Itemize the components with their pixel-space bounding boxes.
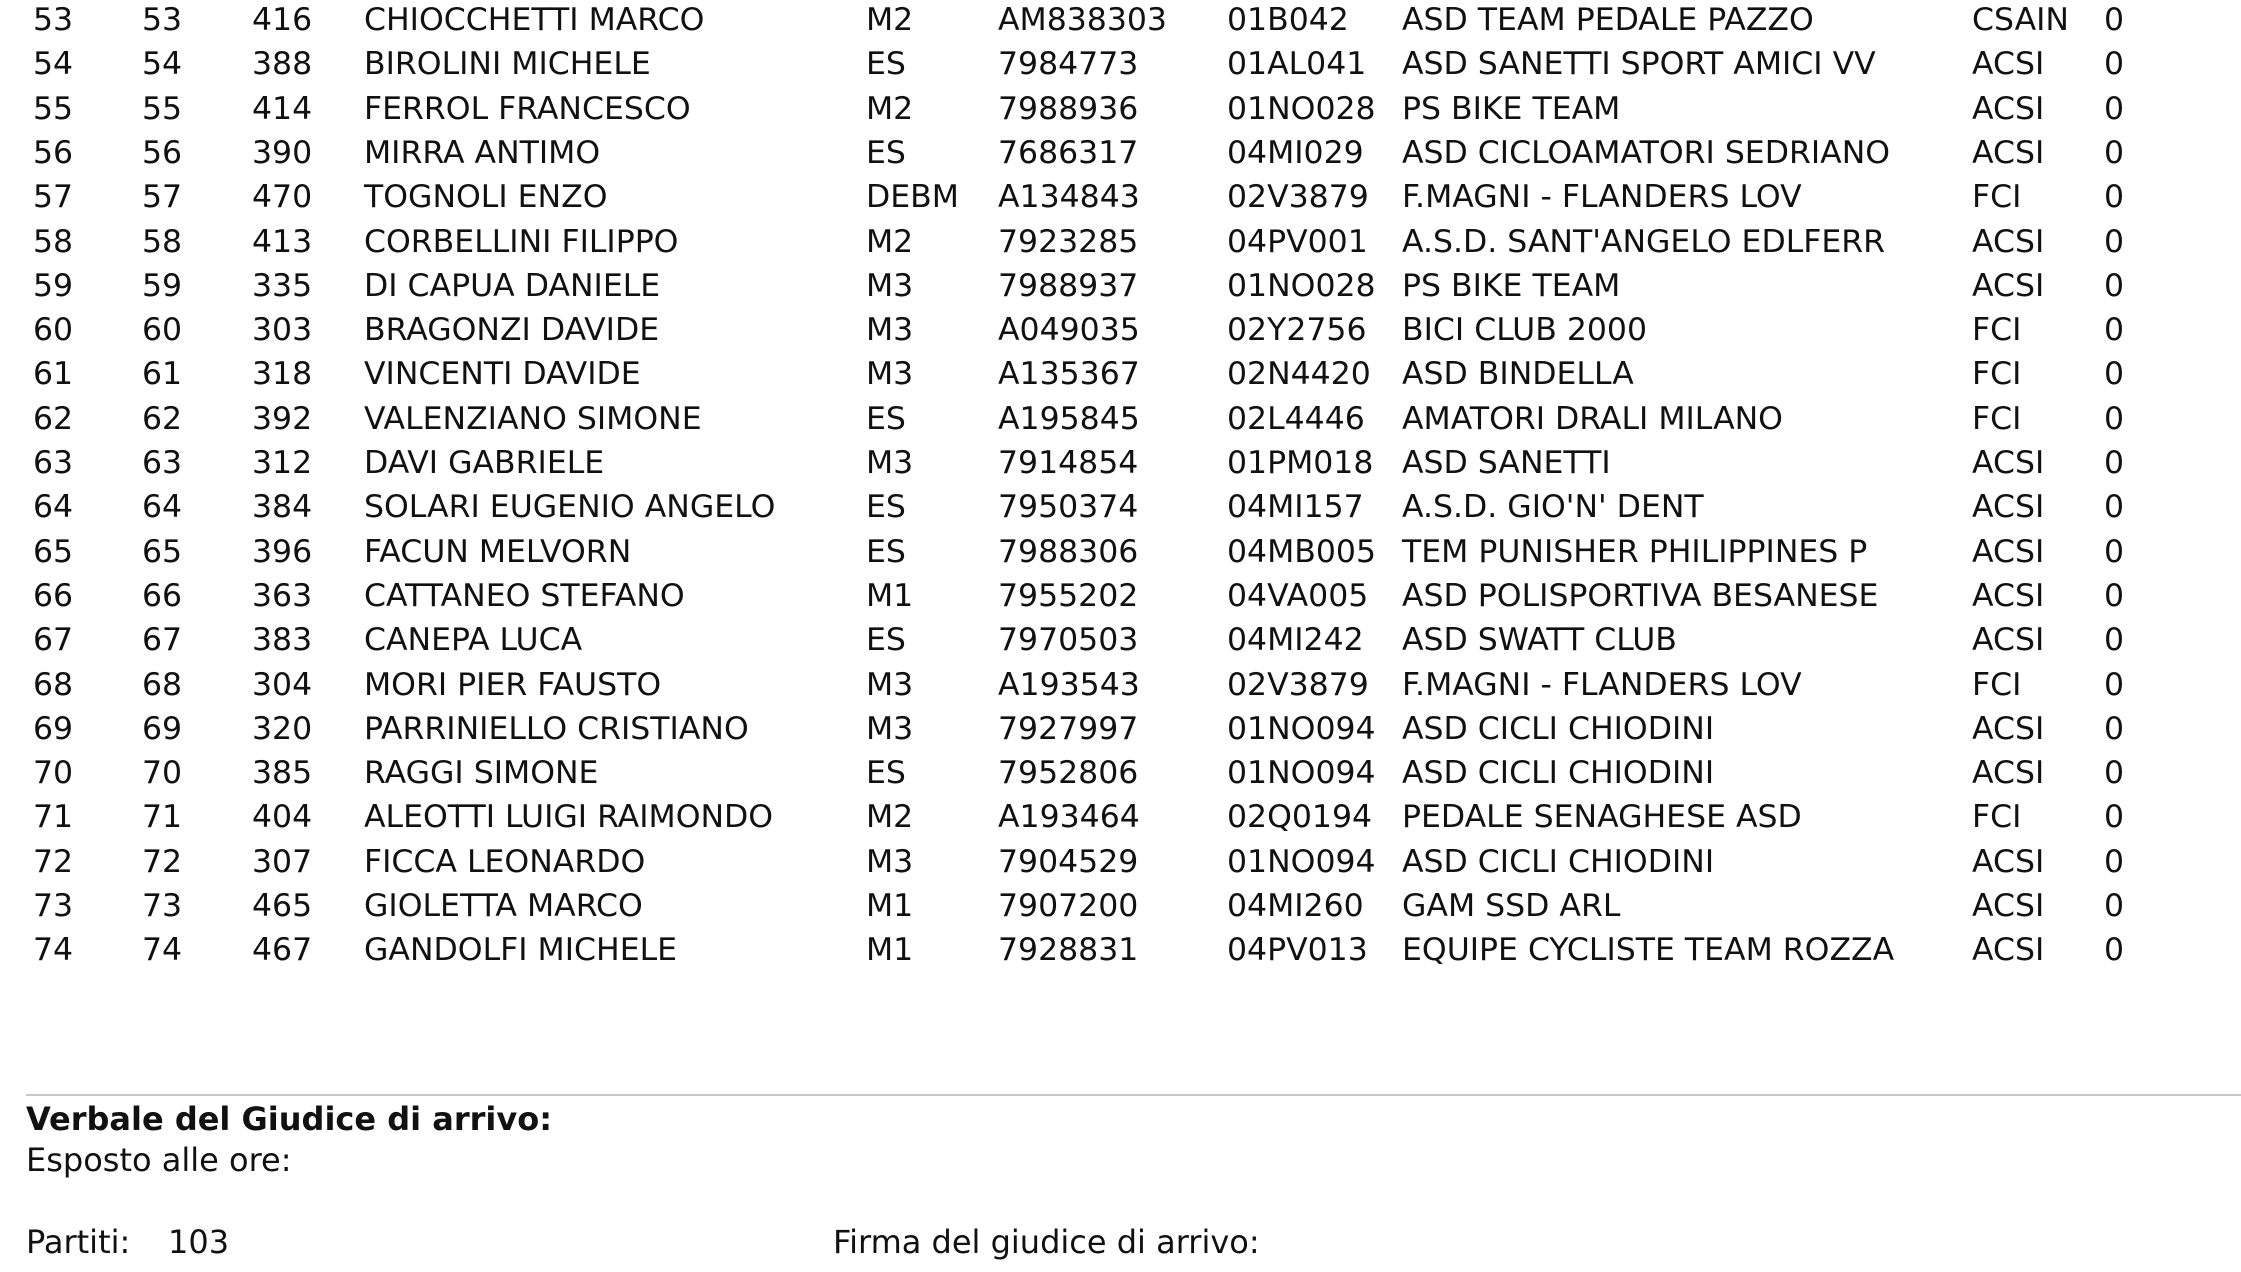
organization-cell: ACSI [1972,90,2045,127]
points-cell: 0 [2104,356,2125,393]
category-cell: ES [866,489,906,526]
points-cell: 0 [2104,400,2125,437]
team-name-cell: ASD SANETTI SPORT AMICI VV [1402,46,1876,83]
category-position-cell: 58 [142,223,183,260]
rider-name-cell: MIRRA ANTIMO [364,134,601,171]
position-cell: 72 [33,843,74,880]
team-name-cell: PS BIKE TEAM [1402,267,1621,304]
category-position-cell: 69 [142,710,183,747]
organization-cell: FCI [1972,179,2022,216]
society-code-cell: 01NO028 [1227,90,1376,127]
rider-name-cell: DAVI GABRIELE [364,445,605,481]
table-row [0,441,2241,485]
category-cell: M2 [866,90,914,127]
points-cell: 0 [2104,932,2125,969]
organization-cell: ACSI [1972,46,2045,83]
team-name-cell: PS BIKE TEAM [1402,90,1621,127]
position-cell: 74 [33,932,74,969]
category-cell: ES [866,400,906,437]
category-position-cell: 59 [142,267,183,304]
society-code-cell: 04VA005 [1227,577,1369,614]
category-position-cell: 61 [142,356,183,393]
license-cell: 7923285 [998,223,1139,260]
category-cell: M2 [866,799,914,836]
team-name-cell: ASD CICLI CHIODINI [1402,710,1715,747]
team-name-cell: BICI CLUB 2000 [1402,312,1648,349]
society-code-cell: 04PV001 [1227,223,1368,260]
team-name-cell: F.MAGNI - FLANDERS LOV [1402,666,1802,703]
bib-number-cell: 413 [252,223,313,260]
category-cell: M3 [866,445,914,481]
team-name-cell: EQUIPE CYCLISTE TEAM ROZZA [1402,932,1895,969]
category-position-cell: 54 [142,46,183,83]
position-cell: 56 [33,134,74,171]
team-name-cell: ASD POLISPORTIVA BESANESE [1402,577,1879,614]
rider-name-cell: PARRINIELLO CRISTIANO [364,710,749,747]
category-cell: ES [866,134,906,171]
category-position-cell: 63 [142,445,183,481]
rider-name-cell: GIOLETTA MARCO [364,888,643,924]
rider-name-cell: CATTANEO STEFANO [364,577,685,614]
position-cell: 70 [33,755,74,792]
position-cell: 64 [33,489,74,526]
table-row [0,308,2241,352]
category-position-cell: 57 [142,179,183,216]
organization-cell: ACSI [1972,710,2045,747]
category-cell: M1 [866,932,914,969]
society-code-cell: 04MI157 [1227,489,1364,526]
team-name-cell: ASD CICLI CHIODINI [1402,843,1715,880]
category-cell: M1 [866,888,914,924]
bib-number-cell: 390 [252,134,313,171]
rider-name-cell: FACUN MELVORN [364,533,632,570]
position-cell: 73 [33,888,74,924]
organization-cell: FCI [1972,799,2022,836]
rider-name-cell: ALEOTTI LUIGI RAIMONDO [364,799,774,836]
bib-number-cell: 303 [252,312,313,349]
license-cell: 7914854 [998,445,1139,481]
bib-number-cell: 304 [252,666,313,703]
bib-number-cell: 384 [252,489,313,526]
category-cell: ES [866,622,906,659]
rider-name-cell: SOLARI EUGENIO ANGELO [364,489,776,526]
organization-cell: ACSI [1972,622,2045,659]
team-name-cell: ASD CICLOAMATORI SEDRIANO [1402,134,1891,171]
team-name-cell: TEM PUNISHER PHILIPPINES P [1402,533,1868,570]
license-cell: A193543 [998,666,1140,703]
points-cell: 0 [2104,799,2125,836]
partiti-label: Partiti: [26,1223,131,1261]
position-cell: 58 [33,223,74,260]
rider-name-cell: DI CAPUA DANIELE [364,267,661,304]
category-cell: M3 [866,843,914,880]
table-row [0,0,2241,42]
category-position-cell: 66 [142,577,183,614]
rider-name-cell: CORBELLINI FILIPPO [364,223,679,260]
bib-number-cell: 335 [252,267,313,304]
license-cell: 7904529 [998,843,1139,880]
organization-cell: ACSI [1972,577,2045,614]
bib-number-cell: 363 [252,577,313,614]
society-code-cell: 02Y2756 [1227,312,1367,349]
license-cell: AM838303 [998,2,1167,38]
organization-cell: FCI [1972,666,2022,703]
table-row [0,840,2241,884]
points-cell: 0 [2104,2,2125,38]
partiti-value: 103 [168,1223,230,1261]
society-code-cell: 02Q0194 [1227,799,1373,836]
organization-cell: FCI [1972,356,2022,393]
society-code-cell: 02N4420 [1227,356,1371,393]
license-cell: 7952806 [998,755,1139,792]
table-row [0,663,2241,707]
rider-name-cell: BIROLINI MICHELE [364,46,651,83]
position-cell: 69 [33,710,74,747]
position-cell: 71 [33,799,74,836]
bib-number-cell: 467 [252,932,313,969]
category-cell: M3 [866,312,914,349]
table-row [0,795,2241,839]
table-row [0,618,2241,662]
category-position-cell: 56 [142,134,183,171]
bib-number-cell: 470 [252,179,313,216]
position-cell: 53 [33,2,74,38]
points-cell: 0 [2104,312,2125,349]
society-code-cell: 04MI029 [1227,134,1364,171]
organization-cell: ACSI [1972,755,2045,792]
team-name-cell: A.S.D. SANT'ANGELO EDLFERR [1402,223,1886,260]
license-cell: 7907200 [998,888,1139,924]
points-cell: 0 [2104,445,2125,481]
table-row [0,884,2241,928]
bib-number-cell: 414 [252,90,313,127]
organization-cell: ACSI [1972,267,2045,304]
verbale-title: Verbale del Giudice di arrivo: [26,1100,553,1138]
bib-number-cell: 465 [252,888,313,924]
points-cell: 0 [2104,755,2125,792]
category-cell: DEBM [866,179,959,216]
table-row [0,751,2241,795]
points-cell: 0 [2104,666,2125,703]
bib-number-cell: 396 [252,533,313,570]
society-code-cell: 02L4446 [1227,400,1365,437]
team-name-cell: AMATORI DRALI MILANO [1402,400,1783,437]
points-cell: 0 [2104,710,2125,747]
license-cell: 7988306 [998,533,1139,570]
rider-name-cell: GANDOLFI MICHELE [364,932,678,969]
bib-number-cell: 388 [252,46,313,83]
bib-number-cell: 320 [252,710,313,747]
organization-cell: ACSI [1972,134,2045,171]
organization-cell: ACSI [1972,223,2045,260]
position-cell: 68 [33,666,74,703]
team-name-cell: F.MAGNI - FLANDERS LOV [1402,179,1802,216]
category-position-cell: 70 [142,755,183,792]
license-cell: A049035 [998,312,1140,349]
position-cell: 54 [33,46,74,83]
points-cell: 0 [2104,489,2125,526]
category-cell: ES [866,755,906,792]
organization-cell: FCI [1972,312,2022,349]
table-row [0,928,2241,972]
position-cell: 59 [33,267,74,304]
category-position-cell: 67 [142,622,183,659]
category-cell: ES [866,46,906,83]
firma-label: Firma del giudice di arrivo: [833,1223,1260,1261]
license-cell: 7988937 [998,267,1139,304]
organization-cell: ACSI [1972,843,2045,880]
category-position-cell: 74 [142,932,183,969]
points-cell: 0 [2104,46,2125,83]
category-cell: M3 [866,710,914,747]
table-row [0,264,2241,308]
points-cell: 0 [2104,843,2125,880]
position-cell: 60 [33,312,74,349]
points-cell: 0 [2104,577,2125,614]
position-cell: 62 [33,400,74,437]
bib-number-cell: 404 [252,799,313,836]
position-cell: 63 [33,445,74,481]
bib-number-cell: 318 [252,356,313,393]
points-cell: 0 [2104,888,2125,924]
team-name-cell: ASD TEAM PEDALE PAZZO [1402,2,1814,38]
category-cell: M2 [866,223,914,260]
license-cell: A193464 [998,799,1140,836]
rider-name-cell: FERROL FRANCESCO [364,90,691,127]
organization-cell: ACSI [1972,445,2045,481]
society-code-cell: 04PV013 [1227,932,1368,969]
license-cell: 7927997 [998,710,1139,747]
esposto-label: Esposto alle ore: [26,1141,292,1179]
organization-cell: ACSI [1972,888,2045,924]
category-cell: M1 [866,577,914,614]
license-cell: A135367 [998,356,1140,393]
society-code-cell: 01NO028 [1227,267,1376,304]
rider-name-cell: CANEPA LUCA [364,622,583,659]
team-name-cell: ASD BINDELLA [1402,356,1634,393]
society-code-cell: 04MI260 [1227,888,1364,924]
society-code-cell: 01NO094 [1227,755,1376,792]
license-cell: 7970503 [998,622,1139,659]
points-cell: 0 [2104,134,2125,171]
table-row [0,707,2241,751]
table-row [0,131,2241,175]
position-cell: 65 [33,533,74,570]
society-code-cell: 01PM018 [1227,445,1374,481]
section-divider [26,1094,2241,1096]
team-name-cell: GAM SSD ARL [1402,888,1621,924]
license-cell: 7928831 [998,932,1139,969]
rider-name-cell: BRAGONZI DAVIDE [364,312,660,349]
organization-cell: ACSI [1972,932,2045,969]
rider-name-cell: TOGNOLI ENZO [364,179,608,216]
position-cell: 61 [33,356,74,393]
organization-cell: ACSI [1972,489,2045,526]
table-row [0,530,2241,574]
category-position-cell: 64 [142,489,183,526]
license-cell: 7686317 [998,134,1139,171]
team-name-cell: ASD SWATT CLUB [1402,622,1677,659]
category-cell: M2 [866,2,914,38]
bib-number-cell: 416 [252,2,313,38]
society-code-cell: 02V3879 [1227,666,1369,703]
category-position-cell: 55 [142,90,183,127]
license-cell: A134843 [998,179,1140,216]
points-cell: 0 [2104,223,2125,260]
organization-cell: CSAIN [1972,2,2069,38]
table-row [0,397,2241,441]
license-cell: 7988936 [998,90,1139,127]
license-cell: 7984773 [998,46,1139,83]
society-code-cell: 04MI242 [1227,622,1364,659]
category-position-cell: 62 [142,400,183,437]
points-cell: 0 [2104,267,2125,304]
license-cell: 7955202 [998,577,1139,614]
team-name-cell: PEDALE SENAGHESE ASD [1402,799,1802,836]
table-row [0,87,2241,131]
category-cell: ES [866,533,906,570]
category-position-cell: 73 [142,888,183,924]
position-cell: 57 [33,179,74,216]
category-position-cell: 60 [142,312,183,349]
rider-name-cell: CHIOCCHETTI MARCO [364,2,705,38]
society-code-cell: 01B042 [1227,2,1349,38]
position-cell: 55 [33,90,74,127]
position-cell: 66 [33,577,74,614]
position-cell: 67 [33,622,74,659]
society-code-cell: 01NO094 [1227,843,1376,880]
bib-number-cell: 385 [252,755,313,792]
rider-name-cell: MORI PIER FAUSTO [364,666,662,703]
category-position-cell: 68 [142,666,183,703]
society-code-cell: 02V3879 [1227,179,1369,216]
team-name-cell: ASD CICLI CHIODINI [1402,755,1715,792]
category-position-cell: 53 [142,2,183,38]
table-row [0,175,2241,219]
table-row [0,220,2241,264]
bib-number-cell: 392 [252,400,313,437]
points-cell: 0 [2104,179,2125,216]
category-position-cell: 65 [142,533,183,570]
table-row [0,485,2241,529]
points-cell: 0 [2104,533,2125,570]
category-position-cell: 72 [142,843,183,880]
society-code-cell: 01AL041 [1227,46,1367,83]
society-code-cell: 04MB005 [1227,533,1376,570]
category-cell: M3 [866,267,914,304]
bib-number-cell: 307 [252,843,313,880]
table-row [0,42,2241,86]
points-cell: 0 [2104,90,2125,127]
bib-number-cell: 312 [252,445,313,481]
team-name-cell: ASD SANETTI [1402,445,1611,481]
rider-name-cell: FICCA LEONARDO [364,843,646,880]
rider-name-cell: VINCENTI DAVIDE [364,356,641,393]
category-position-cell: 71 [142,799,183,836]
table-row [0,574,2241,618]
bib-number-cell: 383 [252,622,313,659]
table-row [0,352,2241,396]
organization-cell: FCI [1972,400,2022,437]
license-cell: 7950374 [998,489,1139,526]
rider-name-cell: VALENZIANO SIMONE [364,400,702,437]
category-cell: M3 [866,666,914,703]
category-cell: M3 [866,356,914,393]
society-code-cell: 01NO094 [1227,710,1376,747]
team-name-cell: A.S.D. GIO'N' DENT [1402,489,1704,526]
points-cell: 0 [2104,622,2125,659]
license-cell: A195845 [998,400,1140,437]
rider-name-cell: RAGGI SIMONE [364,755,599,792]
organization-cell: ACSI [1972,533,2045,570]
